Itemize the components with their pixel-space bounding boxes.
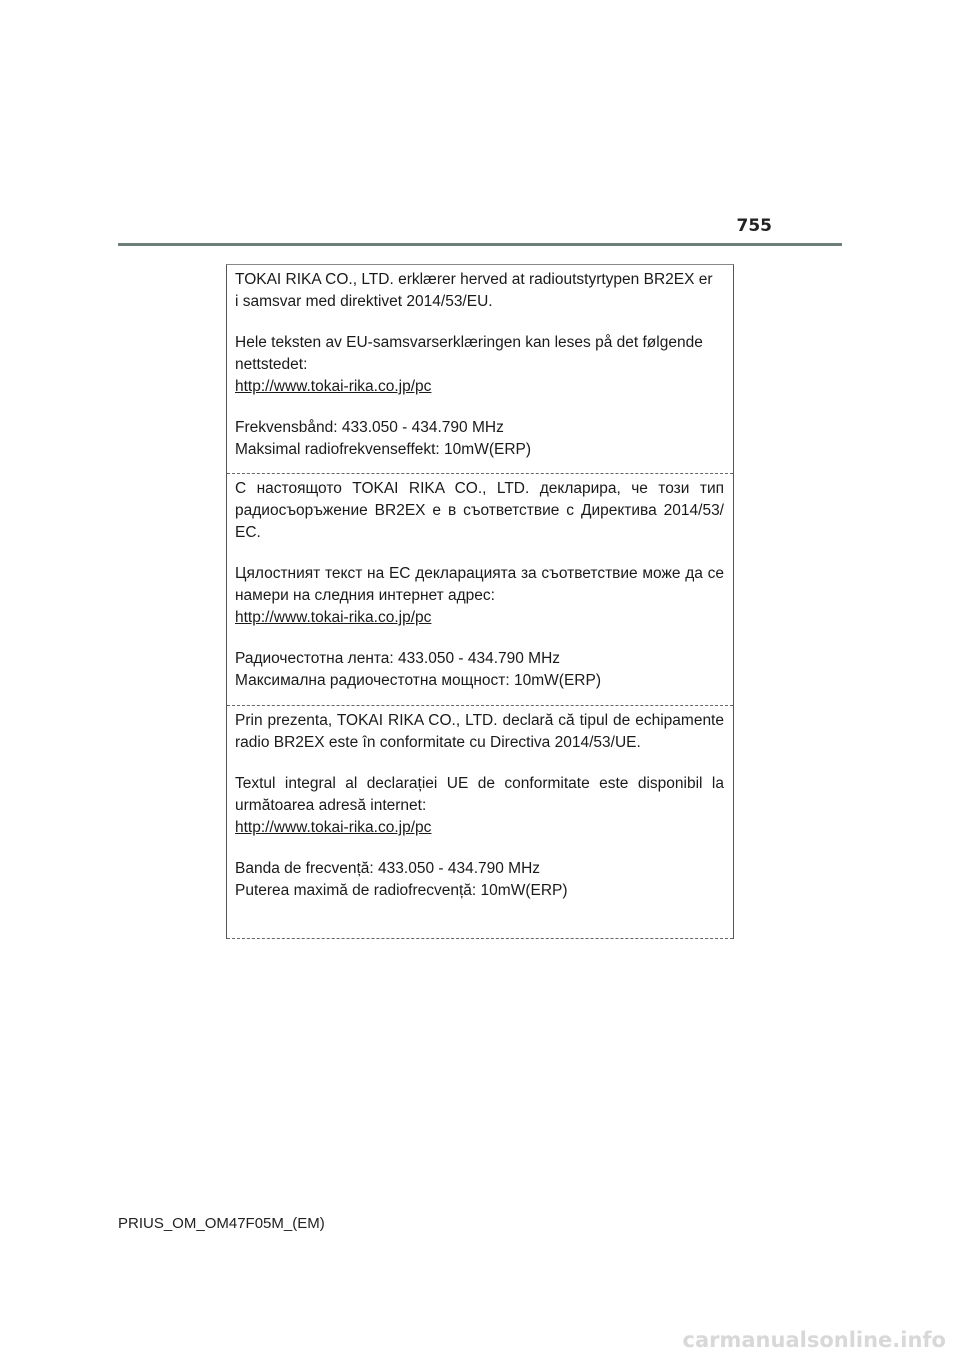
declaration-norwegian — [227, 265, 733, 474]
declarations-box — [226, 264, 734, 939]
declaration-link[interactable]: http://www.tokai-rika.co.jp/pc — [235, 378, 432, 395]
document-code: PRIUS_OM_OM47F05M_(EM) — [118, 1215, 325, 1232]
full-text-note: Textul integral al declarației UE de conformitate este disponibil la următoarea adresă internet: http://www.tokai-rika.co.jp/pc — [235, 775, 724, 836]
declaration-link[interactable]: http://www.tokai-rika.co.jp/pc — [235, 609, 432, 626]
declaration-bulgarian — [227, 474, 733, 706]
conformity-statement: TOKAI RIKA CO., LTD. erklærer herved at radioutstyrtypen BR2EX er i samsvar med direktivet 2014/53/EU. — [235, 271, 713, 310]
declaration-romanian — [227, 706, 733, 939]
declaration-link[interactable]: http://www.tokai-rika.co.jp/pc — [235, 819, 432, 836]
radio-specs: Frekvensbånd: 433.050 - 434.790 MHz Maksimal radiofrekvenseffekt: 10mW(ERP) — [235, 419, 532, 458]
radio-specs: Радиочестотна лента: 433.050 - 434.790 MHz Максимална радиочестотна мощност: 10mW(ERP) — [235, 650, 601, 689]
header-rule — [118, 243, 842, 246]
page-number: 755 — [736, 216, 772, 236]
conformity-statement: Prin prezenta, TOKAI RIKA CO., LTD. declară că tipul de echipamente radio BR2EX este în conformitate cu Directiva 2014/53/UE. — [235, 712, 724, 751]
radio-specs: Banda de frecvență: 433.050 - 434.790 MHz Puterea maximă de radiofrecvență: 10mW(ERP) — [235, 860, 568, 899]
full-text-note: Hele teksten av EU-samsvarserklæringen kan leses på det følgende nettstedet: http://www.tokai-rika.co.jp/pc — [235, 334, 703, 395]
conformity-statement: С настоящото TOKAI RIKA CO., LTD. декларира, че този тип радиосъоръжение BR2EX е в съответствие с Директива 2014/53/ЕС. — [235, 480, 724, 541]
full-text-note: Цялостният текст на ЕС декларацията за съответствие може да се намери на следния интернет адрес: http://www.tokai-rika.co.jp/pc — [235, 565, 724, 626]
watermark: carmanualsonline.info — [682, 1328, 946, 1352]
